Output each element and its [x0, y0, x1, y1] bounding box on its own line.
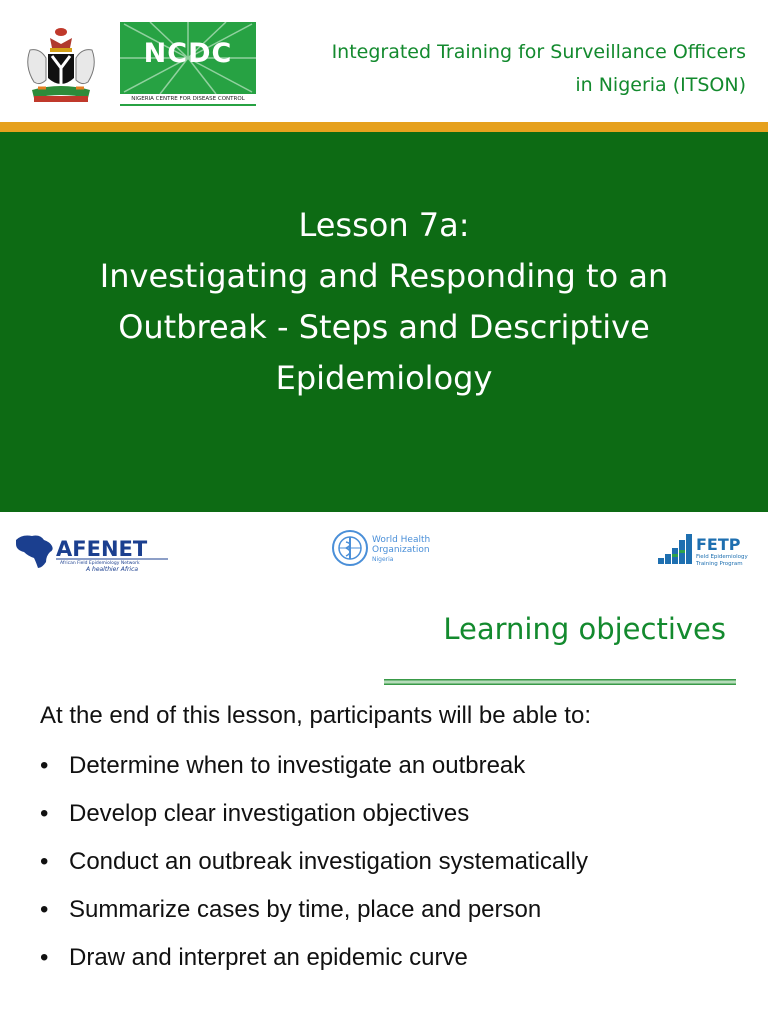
- bullet-icon: •: [40, 896, 49, 923]
- bullet-icon: •: [40, 752, 49, 779]
- lesson-title: [0, 200, 768, 404]
- objective-text: Develop clear investigation objectives: [69, 800, 470, 827]
- afenet-tagline: A healthier Africa: [86, 566, 139, 572]
- lesson-title-line2: Investigating and Responding to an: [99, 257, 669, 295]
- fetp-subtitle2: Training Program: [696, 561, 743, 567]
- objectives-slide: [0, 512, 768, 1024]
- bullet-icon: •: [40, 944, 49, 971]
- afenet-name: AFENET: [56, 537, 148, 561]
- bullet-icon: •: [40, 800, 49, 827]
- who-name-line1: World Health: [372, 535, 431, 545]
- objectives-list: [40, 750, 588, 990]
- objective-text: Summarize cases by time, place and person: [69, 896, 542, 923]
- afenet-subtitle: African Field Epidemiology Network: [60, 561, 140, 566]
- lesson-title-line4: Epidemiology: [275, 359, 493, 397]
- list-item: [40, 894, 588, 942]
- heading-underline: [384, 679, 736, 685]
- program-title-line1: Integrated Training for Surveillance Officers: [331, 41, 746, 63]
- who-emblem-icon: [333, 531, 367, 565]
- ncdc-logo-text: NCDC: [143, 38, 233, 69]
- who-name-line3: Nigeria: [372, 556, 394, 563]
- bullet-icon: •: [40, 848, 49, 875]
- fetp-name: FETP: [696, 535, 741, 554]
- objectives-intro: At the end of this lesson, participants will be able to:: [40, 702, 591, 729]
- afenet-logo: [10, 530, 170, 572]
- who-name-line2: Organization: [372, 545, 430, 555]
- objective-text: Determine when to investigate an outbreak: [69, 752, 526, 779]
- list-item: [40, 750, 588, 798]
- fetp-logo: [656, 528, 750, 570]
- lesson-title-line3: Outbreak - Steps and Descriptive: [118, 308, 650, 346]
- objective-text: Draw and interpret an epidemic curve: [69, 944, 468, 971]
- objectives-heading: Learning objectives: [443, 612, 726, 646]
- program-title-line2: in Nigeria (ITSON): [575, 74, 746, 96]
- list-item: [40, 798, 588, 846]
- africa-map-icon: [16, 536, 53, 569]
- list-item: [40, 846, 588, 894]
- gold-divider: [0, 122, 768, 132]
- list-item: [40, 942, 588, 990]
- objective-text: Conduct an outbreak investigation systematically: [69, 848, 588, 875]
- who-logo: [326, 528, 446, 568]
- fetp-subtitle1: Field Epidemiology: [696, 554, 748, 560]
- nigeria-coat-of-arms-icon: [16, 22, 106, 106]
- ncdc-logo-subtitle: NIGERIA CENTRE FOR DISEASE CONTROL: [120, 94, 256, 104]
- ncdc-logo: [120, 22, 256, 106]
- slide-header: [0, 0, 768, 122]
- program-title: [332, 36, 746, 102]
- lesson-title-line1: Lesson 7a:: [298, 206, 470, 244]
- fetp-bars-icon: [658, 534, 692, 564]
